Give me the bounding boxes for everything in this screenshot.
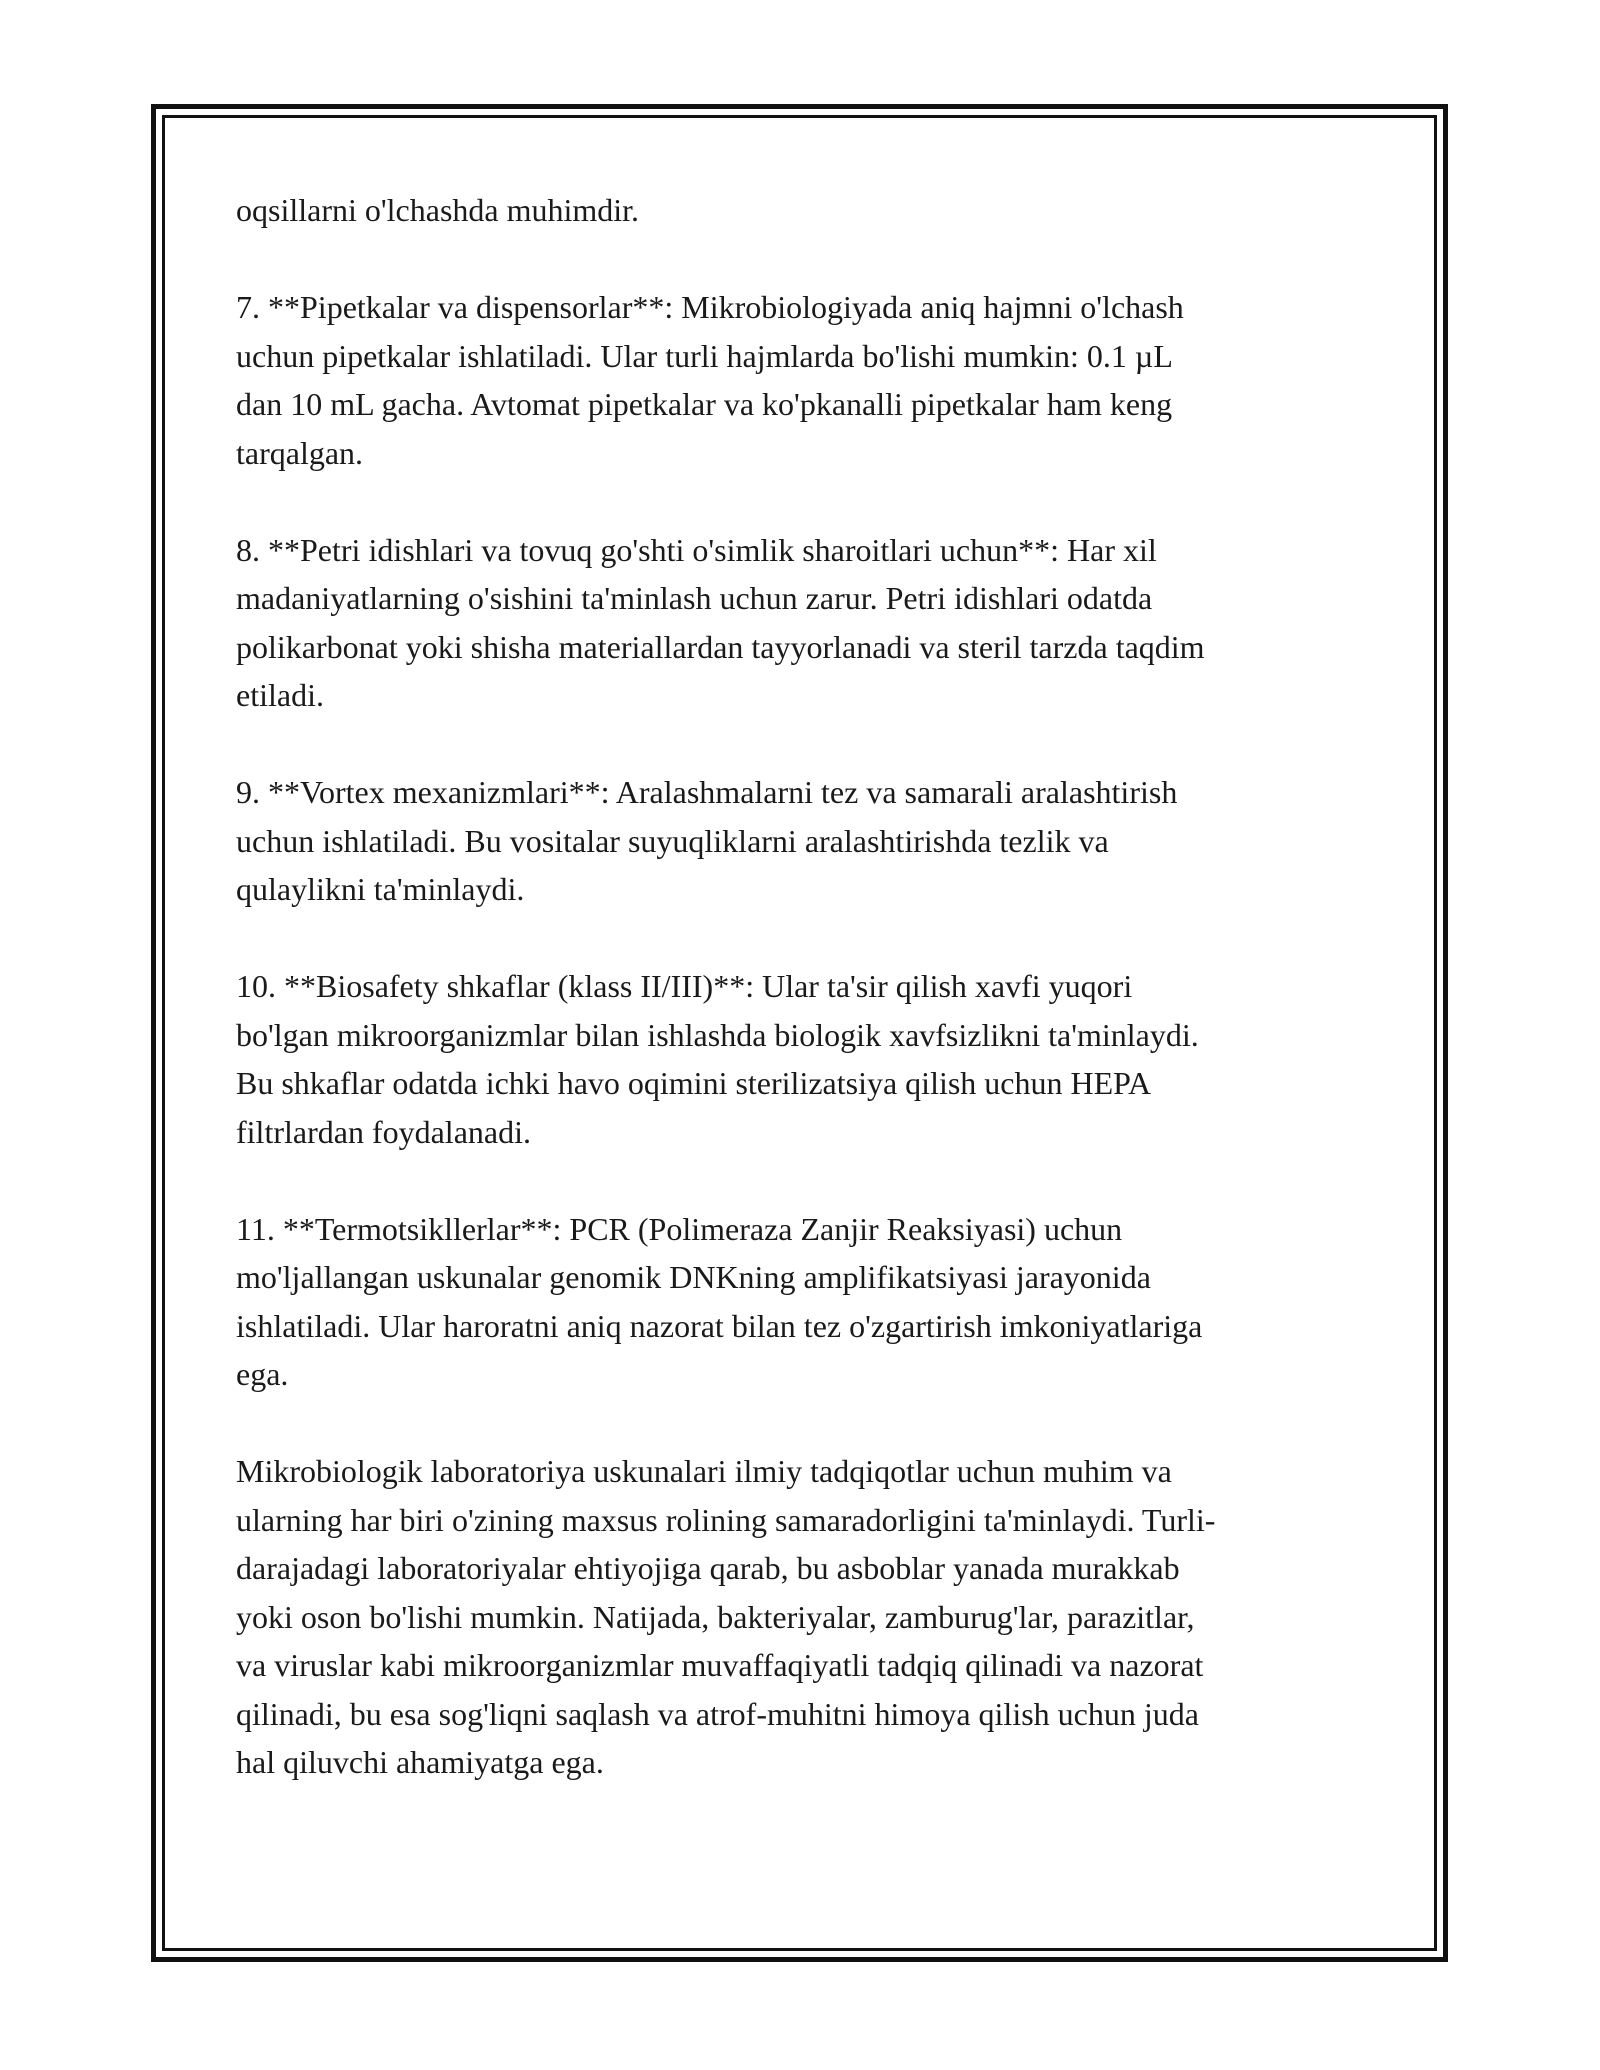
paragraph-item-8-petri-dishes: 8. **Petri idishlari va tovuq go'shti o'simlik sharoitlari uchun**: Har xil madaniyatlarning o'sishini ta'minlash uchun zarur. Petri idishlari odatda polikarbonat yoki shisha materiallardan tayyorlanadi va steril tarzda taqdim etiladi.	[236, 531, 1205, 713]
paragraph-conclusion: Mikrobiologik laboratoriya uskunalari ilmiy tadqiqotlar uchun muhim va ularning har biri o'zining maxsus rolining samaradorligini ta'minlaydi. Turli- darajadagi laboratoriyalar ehtiyojiga qarab, bu asboblar yanada murakkab yoki oson bo'lishi mumkin. Natijada, bakteriyalar, zamburug'lar, parazitlar, va viruslar kabi mikroorganizmlar muvaffaqiyatli tadqiq qilinadi va nazorat qilinadi, bu esa sog'liqni saqlash va atrof-muhitni himoya qilish uchun juda hal qiluvchi ahamiyatga ega.	[236, 1453, 1216, 1780]
paragraph-item-10-biosafety: 10. **Biosafety shkaflar (klass II/III)**: Ular ta'sir qilish xavfi yuqori bo'lgan mikroorganizmlar bilan ishlashda biologik xavfsizlikni ta'minlaydi. Bu shkaflar odatda ichki havo oqimini sterilizatsiya qilish uchun HEPA filtrlardan foydalanadi.	[236, 968, 1199, 1150]
paragraph-item-9-vortex: 9. **Vortex mexanizmlari**: Aralashmalarni tez va samarali aralashtirish uchun ishlatiladi. Bu vositalar suyuqliklarni aralashtirishda tezlik va qulaylikni ta'minlaydi.	[236, 774, 1178, 907]
paragraph-item-7-pipettes: 7. **Pipetkalar va dispensorlar**: Mikrobiologiyada aniq hajmni o'lchash uchun pipetkalar ishlatiladi. Ular turli hajmlarda bo'lishi mumkin: 0.1 µL dan 10 mL gacha. Avtomat pipetkalar va ko'pkanalli pipetkalar ham keng tarqalgan.	[236, 289, 1184, 471]
document-body	[236, 186, 1366, 1835]
paragraph-item-11-thermocyclers: 11. **Termotsikllerlar**: PCR (Polimeraza Zanjir Reaksiyasi) uchun mo'ljallangan uskunalar genomik DNKning amplifikatsiyasi jarayonida ishlatiladi. Ular haroratni aniq nazorat bilan tez o'zgartirish imkoniyatlariga ega.	[236, 1210, 1203, 1392]
paragraph-continuation: oqsillarni o'lchashda muhimdir.	[236, 192, 640, 228]
